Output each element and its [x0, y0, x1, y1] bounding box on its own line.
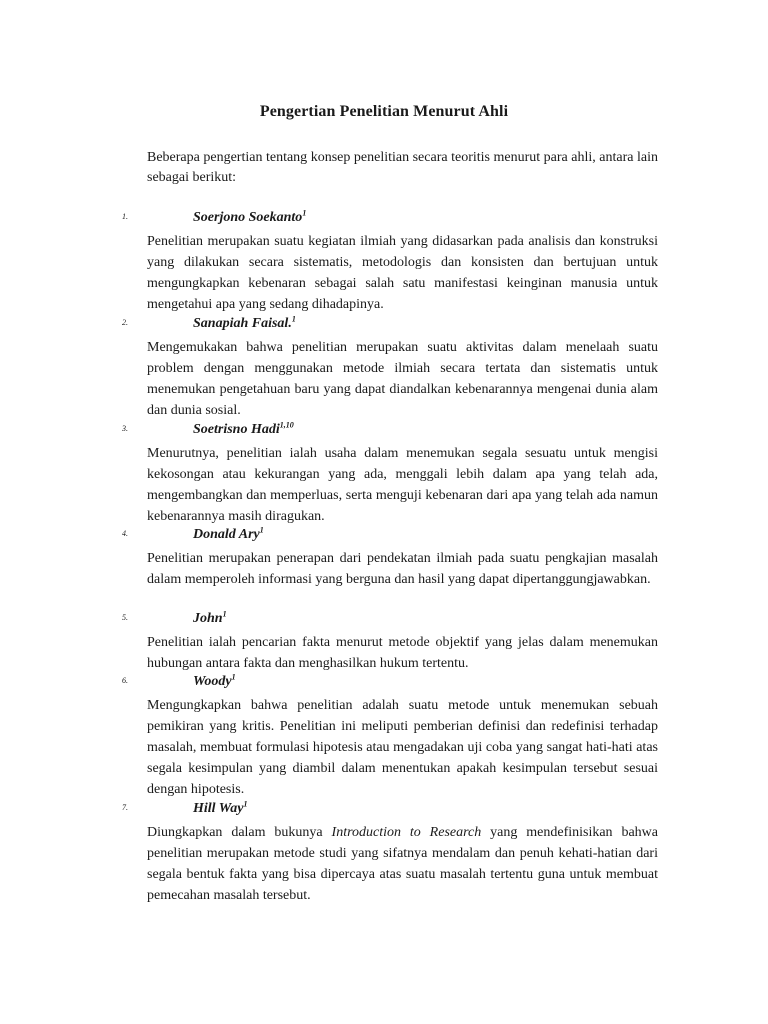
- entry-text: Mengemukakan bahwa penelitian merupakan suatu aktivitas dalam menelaah suatu problem dengan menggunakan metode ilmiah secara tertata dan sistematis untuk menemukan pengetahuan baru yang dapat diandalkan kebenarannya mengenai dunia alam dan dunia sosial.: [147, 340, 658, 418]
- list-number: 1.: [122, 212, 128, 221]
- footnote-marker: 1: [243, 799, 248, 809]
- entry-text: Diungkapkan dalam bukunya Introduction to Research yang mendefinisikan bahwa penelitian merupakan metode studi yang sifatnya mendalam dan penuh kehati-hatian dari segala bentuk fakta yang bisa dipercaya atas suatu masalah tertentu guna untuk membuat pemecahan masalah tersebut.: [147, 825, 658, 903]
- footnote-marker: 1,10: [279, 420, 294, 430]
- footnote-marker: 1: [231, 672, 236, 682]
- author-name: Soerjono Soekanto$^1$: [193, 208, 307, 225]
- list-number: 7.: [122, 803, 128, 812]
- entry-text: Penelitian merupakan penerapan dari pendekatan ilmiah pada suatu pengkajian masalah dalam memperoleh informasi yang berguna dan hasil yang dapat dipertanggungjawabkan.: [147, 551, 658, 587]
- author-name: Donald Ary$^1$: [193, 525, 264, 542]
- book-title: Introduction to Research: [331, 825, 482, 840]
- author-name: Sanapiah Faisal.$^1$: [193, 314, 296, 331]
- page-title: Pengertian Penelitian Menurut Ahli: [259, 103, 509, 120]
- author-name: John$^1$: [193, 609, 227, 626]
- footnote-marker: 1: [222, 609, 227, 619]
- footnote-marker: 1: [302, 208, 307, 218]
- author-name: Woody$^1$: [193, 672, 236, 689]
- footnote-marker: 1: [291, 314, 296, 324]
- list-number: 5.: [122, 613, 128, 622]
- entry-text: Menurutnya, penelitian ialah usaha dalam menemukan segala sesuatu untuk mengisi kekosongan atau kekurangan yang ada, menggali lebih dalam apa yang telah ada, mengembangkan dan memperluas, serta menguji kebenaran dari apa yang telah ada namun kebenarannya masih diragukan.: [147, 446, 658, 524]
- entry-text: Penelitian merupakan suatu kegiatan ilmiah yang didasarkan pada analisis dan konstruksi yang dilakukan secara sistematis, metodologis dan konsisten dan bertujuan untuk mengungkapkan kebenaran sebagai salah satu manifestasi keinginan manusia untuk mengetahui apa yang sedang dihadapinya.: [147, 234, 658, 312]
- list-number: 6.: [122, 676, 128, 685]
- footnote-marker: 1: [259, 525, 264, 535]
- entry-text: Penelitian ialah pencarian fakta menurut metode objektif yang jelas dalam menemukan hubungan antara fakta dan menghasilkan hukum tertentu.: [147, 635, 658, 671]
- list-number: 2.: [122, 318, 128, 327]
- list-number: 4.: [122, 529, 128, 538]
- intro-paragraph: Beberapa pengertian tentang konsep penelitian secara teoritis menurut para ahli, antara lain sebagai berikut:: [147, 150, 658, 185]
- author-name: Soetrisno Hadi$^{1,10}$: [193, 420, 294, 437]
- author-name: Hill Way$^1$: [193, 799, 248, 816]
- list-number: 3.: [122, 424, 128, 433]
- entry-text: Mengungkapkan bahwa penelitian adalah suatu metode untuk menemukan sebuah pemikiran yang kritis. Penelitian ini meliputi pemberian definisi dan redefinisi terhadap masalah, membuat formulasi hipotesis atau mengadakan uji coba yang sangat hati-hati atas segala kesimpulan yang diambil dalam menentukan apakah kesimpulan tersebut sesuai dengan hipotesis.: [147, 698, 658, 797]
